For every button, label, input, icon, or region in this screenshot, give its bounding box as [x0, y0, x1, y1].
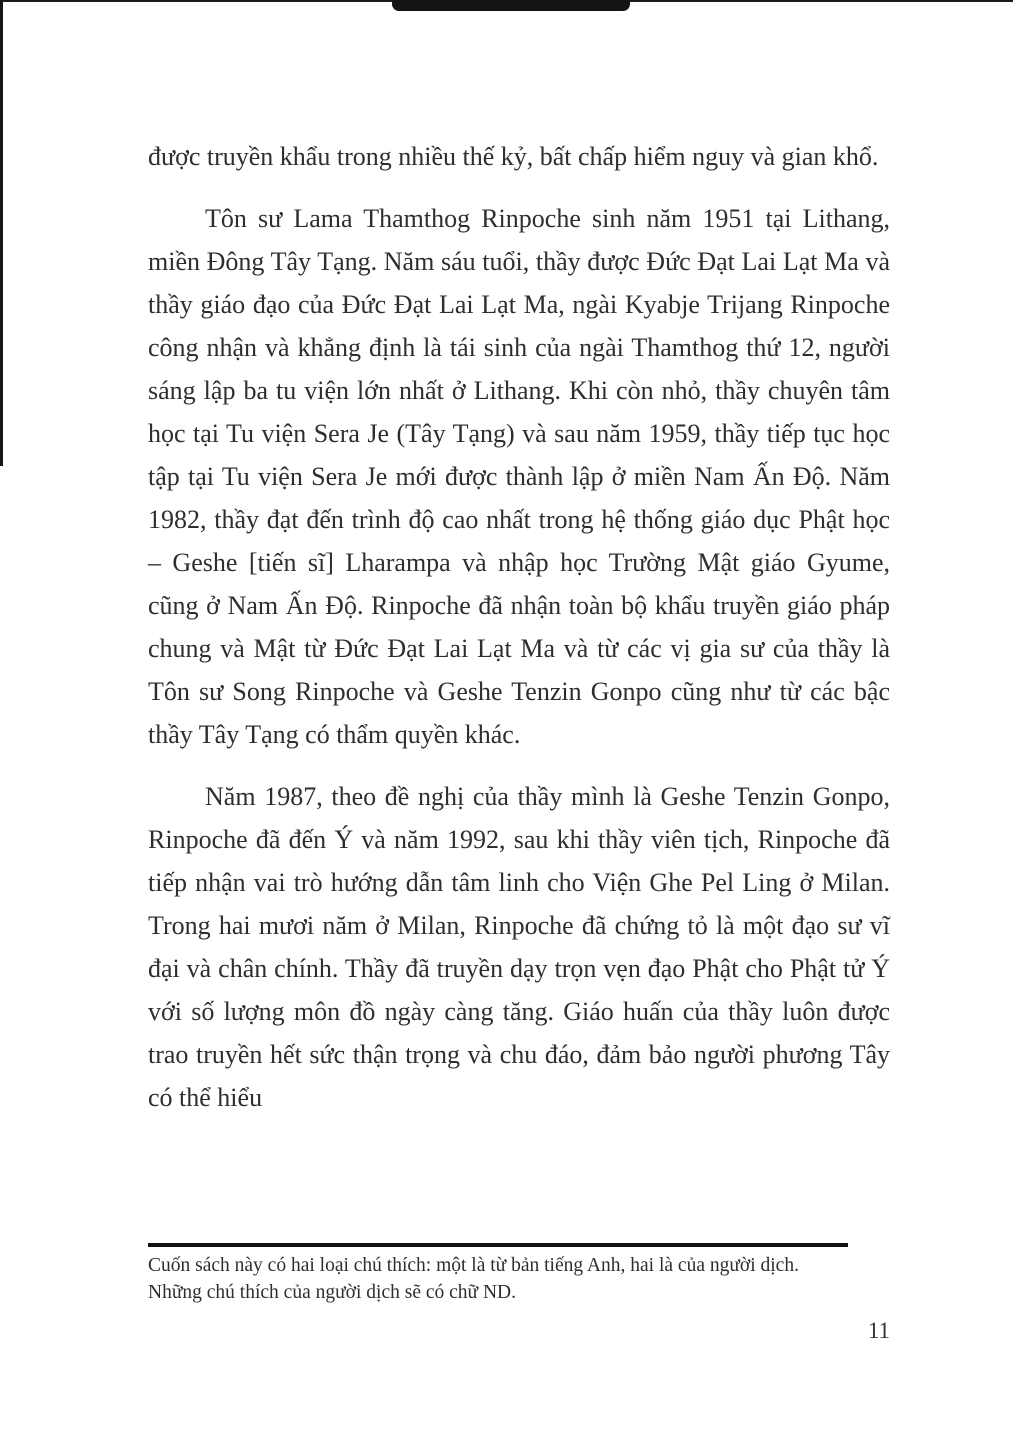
paragraph-milan: Năm 1987, theo đề nghị của thầy mình là Geshe Tenzin Gonpo, Rinpoche đã đến Ý và năm 1992, sau khi thầy viên tịch, Rinpoche đã tiếp nhận vai trò hướng dẫn tâm linh cho Viện Ghe Pel Ling ở Milan. Trong hai mươi năm ở Milan, Rinpoche đã chứng tỏ là một đạo sư vĩ đại và chân chính. Thầy đã truyền dạy trọn vẹn đạo Phật cho Phật tử Ý với số lượng môn đồ ngày càng tăng. Giáo huấn của thầy luôn được trao truyền hết sức thận trọng và chu đáo, đảm bảo người phương Tây có thể hiểu — [148, 782, 890, 1112]
footnote — [148, 1252, 910, 1306]
scan-top-blob-artifact — [392, 0, 630, 11]
page-number: 11 — [867, 1318, 890, 1343]
footnote-line: Những chú thích của người dịch sẽ có chữ ND. — [148, 1282, 517, 1303]
paragraph-biography: Tôn sư Lama Thamthog Rinpoche sinh năm 1951 tại Lithang, miền Đông Tây Tạng. Năm sáu tuổi, thầy được Đức Đạt Lai Lạt Ma và thầy giáo đạo của Đức Đạt Lai Lạt Ma, ngài Kyabje Trijang Rinpoche công nhận và khẳng định là tái sinh của ngài Thamthog thứ 12, người sáng lập ba tu viện lớn nhất ở Lithang. Khi còn nhỏ, thầy chuyên tâm học tại Tu viện Sera Je (Tây Tạng) và sau năm 1959, thầy tiếp tục học tập tại Tu viện Sera Je mới được thành lập ở miền Nam Ấn Độ. Năm 1982, thầy đạt đến trình độ cao nhất trong hệ thống giáo dục Phật học – Geshe [tiến sĩ] Lharampa và nhập học Trường Mật giáo Gyume, cũng ở Nam Ấn Độ. Rinpoche đã nhận toàn bộ khẩu truyền giáo pháp chung và Mật từ Đức Đạt Lai Lạt Ma và từ các vị gia sư của thầy là Tôn sư Song Rinpoche và Geshe Tenzin Gonpo cũng như từ các bậc thầy Tây Tạng có thẩm quyền khác. — [148, 204, 890, 749]
footnote-divider — [148, 1243, 848, 1247]
footnote-line: Cuốn sách này có hai loại chú thích: một là từ bản tiếng Anh, hai là của người dịch. — [148, 1255, 799, 1276]
scan-left-edge-artifact — [0, 0, 3, 466]
page-body — [148, 135, 890, 1138]
paragraph-continuation: được truyền khẩu trong nhiều thế kỷ, bất chấp hiểm nguy và gian khổ. — [148, 142, 879, 171]
